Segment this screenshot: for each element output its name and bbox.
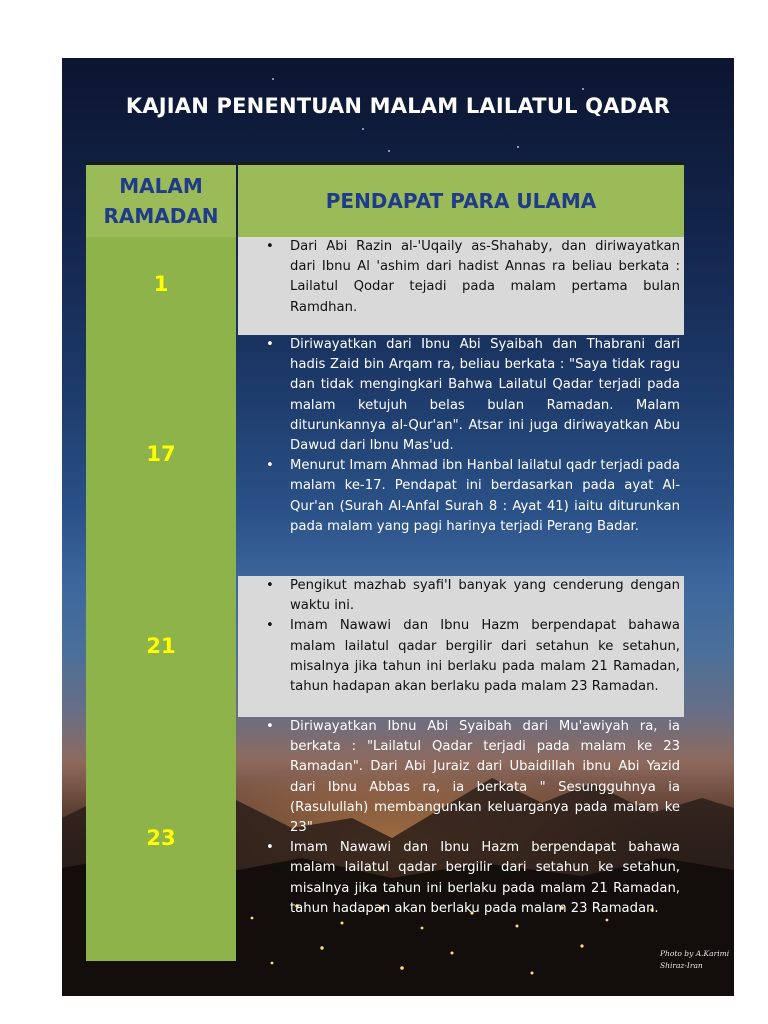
photo-credit-line1: Photo by A.Karimi bbox=[660, 949, 730, 958]
night-number-1: 1 bbox=[153, 272, 169, 296]
header-pendapat-para-ulama: PENDAPAT PARA ULAMA bbox=[238, 162, 684, 237]
opinion-item: • Imam Nawawi dan Ibnu Hazm berpendapat bahawa malam lailatul qadar bergilir dari setahun ke setahun, misalnya jika tahun ini berlaku pada malam 21 Ramadan, tahun hadapan akan berlaku pada malam 23 Ramadan. bbox=[290, 616, 680, 697]
opinion-item: • Pengikut mazhab syafi'I banyak yang cenderung dengan waktu ini. bbox=[290, 576, 680, 616]
opinion-item: • Menurut Imam Ahmad ibn Hanbal lailatul qadr terjadi pada malam ke-17. Pendapat ini berdasarkan pada ayat Al-Qur'an (Surah Al-Anfal Surah 8 : Ayat 41) iaitu diturunkan pada malam yang pagi harinya terjadi Perang Badar. bbox=[290, 456, 680, 537]
night-column bbox=[86, 237, 236, 961]
header-malam-ramadan bbox=[86, 162, 236, 237]
night-number-17: 17 bbox=[146, 442, 176, 466]
night-number-23: 23 bbox=[146, 826, 176, 850]
poster-background bbox=[62, 58, 734, 996]
opinion-item: • Diriwayatkan dari Ibnu Abi Syaibah dan Thabrani dari hadis Zaid bin Arqam ra, beliau berkata : "Saya tidak ragu dan tidak mengingkari Bahwa Lailatul Qadar terjadi pada malam ketujuh belas bulan Ramadan. Malam diturunkannya al-Qur'an". Atsar ini juga diriwayatkan Abu Dawud dari Ibnu Mas'ud. bbox=[290, 335, 680, 456]
page-title: KAJIAN PENENTUAN MALAM LAILATUL QADAR bbox=[125, 94, 671, 118]
photo-credit bbox=[660, 948, 729, 972]
opinion-cell-17 bbox=[238, 335, 684, 576]
header-left-line1: MALAM bbox=[119, 174, 203, 198]
night-number-21: 21 bbox=[146, 634, 176, 658]
opinion-item: • Dari Abi Razin al-'Uqaily as-Shahaby, dan diriwayatkan dari Ibnu Al 'ashim dari hadist Annas ra beliau berkata : Lailatul Qodar tejadi pada malam pertama bulan Ramdhan. bbox=[290, 237, 680, 318]
opinion-item: • Imam Nawawi dan Ibnu Hazm berpendapat bahawa malam lailatul qadar bergilir dari setahun ke setahun, misalnya jika tahun ini berlaku pada malam 21 Ramadan, tahun hadapan akan berlaku pada malam 23 Ramadan. bbox=[290, 838, 680, 919]
header-left-line2: RAMADAN bbox=[103, 204, 219, 228]
photo-credit-line2: Shiraz-Iran bbox=[660, 961, 703, 970]
opinion-item: • Diriwayatkan Ibnu Abi Syaibah dari Mu'awiyah ra, ia berkata : "Lailatul Qadar terjadi pada malam ke 23 Ramadan". Dari Abi Juraiz dari Ubaidillah ibnu Abi Yazid dari Ibnu Abbas ra, ia berkata " Sesungguhnya ia (Rasulullah) membangunkan keluarganya pada malam ke 23" bbox=[290, 717, 680, 838]
opinion-cell-23 bbox=[238, 717, 684, 961]
opinion-cell-1 bbox=[238, 237, 684, 335]
opinion-cell-21 bbox=[238, 576, 684, 717]
